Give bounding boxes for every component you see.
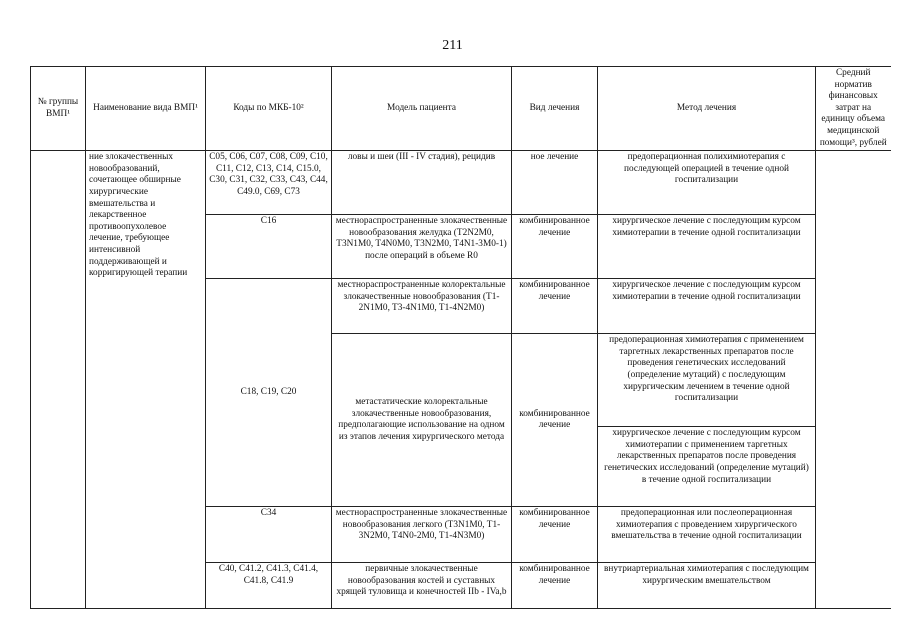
patient-model-cell: местнораспространенные злокачественные новообразования желудка (T2N2M0, T3N1M0, T4N0M0, T3N2M0, T4N1-3M0-1) после операций в объеме R0 bbox=[332, 215, 512, 279]
treatment-type-cell: комбинированное лечение bbox=[512, 334, 598, 507]
treatment-method-cell: хирургическое лечение с последующим курсом химиотерапии в течение одной госпитализации bbox=[598, 279, 816, 334]
header-patient-model: Модель пациента bbox=[332, 67, 512, 151]
treatment-type-cell: комбинированное лечение bbox=[512, 507, 598, 563]
vmp-name-cell: ние злокачественных новообразований, сочетающее обширные хирургические вмешательства и лекарственное противоопухолевое лечение, требующее интенсивной поддерживающей и корригирующей терапии bbox=[86, 151, 206, 609]
header-treatment-method: Метод лечения bbox=[598, 67, 816, 151]
page-number: 211 bbox=[442, 38, 463, 53]
treatment-type-cell: комбинированное лечение bbox=[512, 279, 598, 334]
treatment-type-cell: комбинированное лечение bbox=[512, 215, 598, 279]
patient-model-cell: ловы и шеи (III - IV стадия), рецидив bbox=[332, 151, 512, 215]
patient-model-cell: местнораспространенные злокачественные новообразования легкого (T3N1M0, T1-3N2M0, T4N0-2M0, T1-4N3M0) bbox=[332, 507, 512, 563]
treatment-method-cell: хирургическое лечение с последующим курсом химиотерапии в течение одной госпитализации bbox=[598, 215, 816, 279]
treatment-type-cell: комбинированное лечение bbox=[512, 563, 598, 609]
patient-model-cell: местнораспространенные колоректальные злокачественные новообразования (T1-2N1M0, T3-4N1M0, T1-4N2M0) bbox=[332, 279, 512, 334]
icd-codes-cell: C40, C41.2, C41.3, C41.4, C41.8, C41.9 bbox=[206, 563, 332, 609]
treatment-type-cell: ное лечение bbox=[512, 151, 598, 215]
header-icd-codes: Коды по МКБ-10² bbox=[206, 67, 332, 151]
icd-codes-cell: C05, C06, C07, C08, C09, C10, C11, C12, C13, C14, C15.0, C30, C31, C32, C33, C43, C44, C49.0, C69, C73 bbox=[206, 151, 332, 215]
patient-model-cell: метастатические колоректальные злокачественные новообразования, предполагающие использование на одном из этапов лечения хирургического метода bbox=[332, 334, 512, 507]
treatment-method-cell: предоперационная полихимиотерапия с последующей операцией в течение одной госпитализации bbox=[598, 151, 816, 215]
vmp-table bbox=[30, 66, 891, 609]
icd-codes-cell: C34 bbox=[206, 507, 332, 563]
group-no-cell bbox=[31, 151, 86, 609]
treatment-method-cell: предоперационная или послеоперационная химиотерапия с проведением хирургического вмешательства в течение одной госпитализации bbox=[598, 507, 816, 563]
icd-codes-cell: C16 bbox=[206, 215, 332, 279]
treatment-method-cell: предоперационная химиотерапия с применением таргетных лекарственных препаратов после проведения генетических исследований (определение мутаций) с последующим хирургическим лечением в течение одной госпитализации bbox=[598, 334, 816, 427]
treatment-method-cell: хирургическое лечение с последующим курсом химиотерапии с применением таргетных лекарственных препаратов после проведения генетических исследований (определение мутаций) в течение одной госпитализации bbox=[598, 427, 816, 507]
header-vmp-name: Наименование вида ВМП¹ bbox=[86, 67, 206, 151]
treatment-method-cell: внутриартериальная химиотерапия с последующим хирургическим вмешательством bbox=[598, 563, 816, 609]
header-row bbox=[31, 67, 891, 151]
header-treatment-type: Вид лечения bbox=[512, 67, 598, 151]
table-row bbox=[31, 151, 891, 215]
icd-codes-cell: C18, C19, C20 bbox=[206, 279, 332, 507]
header-group-no: № группы ВМП¹ bbox=[31, 67, 86, 151]
patient-model-cell: первичные злокачественные новообразования костей и суставных хрящей туловища и конечностей IIb - IVa,b bbox=[332, 563, 512, 609]
header-avg-cost: Средний норматив финансовых затрат на единицу объема медицинской помощи³, рублей bbox=[816, 67, 891, 151]
avg-cost-cell bbox=[816, 151, 891, 609]
